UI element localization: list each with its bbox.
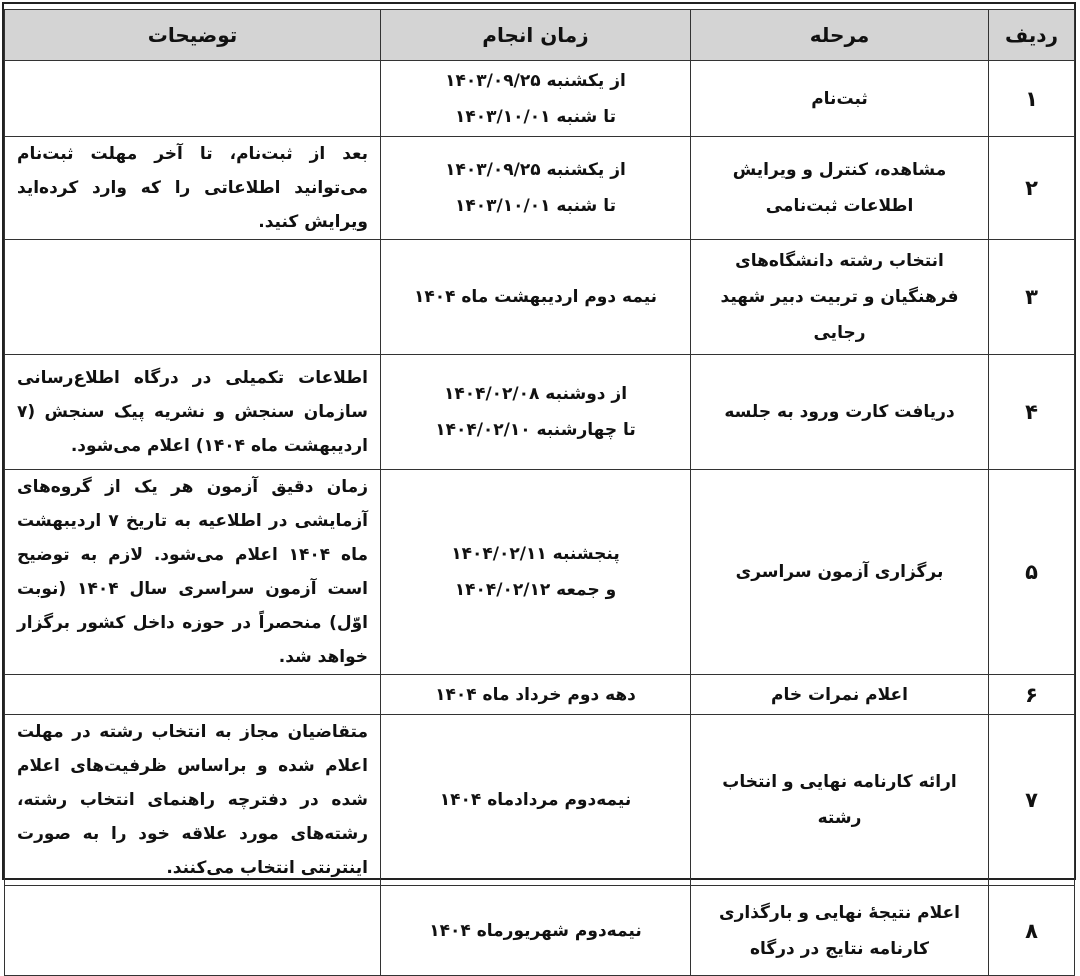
table-row: [5, 240, 1075, 355]
schedule-frame: [2, 2, 1076, 959]
notes-cell: [5, 240, 381, 355]
table-row: [5, 675, 1075, 715]
time-line: از یکشنبه ۱۴۰۳/۰۹/۲۵: [445, 70, 626, 91]
time-cell: [381, 240, 691, 355]
time-line: نیمه دوم اردیبهشت ماه ۱۴۰۴: [413, 287, 658, 307]
notes-cell: بعد از ثبت‌نام، تا آخر مهلت ثبت‌نام می‌توانید اطلاعاتی را که وارد کرده‌اید ویرایش کنید.: [5, 137, 381, 240]
stage-cell: دریافت کارت ورود به جلسه: [691, 355, 989, 470]
row-number: ۷: [989, 715, 1075, 886]
row-number: ۳: [989, 240, 1075, 355]
table-row: [5, 61, 1075, 137]
time-line: دهه دوم خرداد ماه ۱۴۰۴: [435, 684, 636, 705]
header-time: زمان انجام: [381, 10, 691, 61]
row-number: ۶: [989, 675, 1075, 715]
table-row: [5, 137, 1075, 240]
time-cell: [381, 675, 691, 715]
time-cell: [381, 715, 691, 886]
time-cell: [381, 886, 691, 976]
time-cell: [381, 61, 691, 137]
time-line: تا شنبه ۱۴۰۳/۱۰/۰۱: [455, 196, 616, 216]
time-line: از دوشنبه ۱۴۰۴/۰۲/۰۸: [443, 384, 628, 404]
stage-cell: ثبت‌نام: [691, 61, 989, 137]
row-number: ۸: [989, 886, 1075, 976]
row-number: ۱: [989, 61, 1075, 137]
stage-cell: برگزاری آزمون سراسری: [691, 470, 989, 675]
row-number: ۵: [989, 470, 1075, 675]
notes-cell: [5, 675, 381, 715]
schedule-table: [4, 9, 1075, 976]
stage-cell: اعلام نتیجهٔ نهایی و بارگذاری کارنامه نتایج در درگاه: [691, 886, 989, 976]
header-notes: توضیحات: [5, 10, 381, 61]
time-line: از یکشنبه ۱۴۰۳/۰۹/۲۵: [445, 160, 626, 180]
stage-cell: انتخاب رشته دانشگاه‌های فرهنگیان و تربیت دبیر شهید رجایی: [691, 240, 989, 355]
row-number: ۴: [989, 355, 1075, 470]
time-cell: [381, 355, 691, 470]
notes-cell: [5, 61, 381, 137]
time-cell: [381, 470, 691, 675]
time-line: و جمعه ۱۴۰۴/۰۲/۱۲: [454, 580, 617, 600]
row-number: ۲: [989, 137, 1075, 240]
stage-cell: ارائه کارنامه نهایی و انتخاب رشته: [691, 715, 989, 886]
time-line: تا چهارشنبه ۱۴۰۴/۰۲/۱۰: [435, 420, 636, 440]
time-line: نیمه‌دوم شهریورماه ۱۴۰۴: [429, 920, 642, 941]
time-line: پنجشنبه ۱۴۰۴/۰۲/۱۱: [451, 544, 620, 564]
table-row: [5, 715, 1075, 886]
notes-cell: اطلاعات تکمیلی در درگاه اطلاع‌رسانی سازمان سنجش و نشریه پیک سنجش (۷ اردیبهشت ماه ۱۴۰۴) اعلام می‌شود.: [5, 355, 381, 470]
notes-cell: زمان دقیق آزمون هر یک از گروه‌های آزمایشی در اطلاعیه به تاریخ ۷ اردیبهشت ماه ۱۴۰۴ اعلام می‌شود. لازم به توضیح است آزمون سراسری سال ۱۴۰۴ (نوبت اوّل) منحصراً در حوزه داخل کشور برگزار خواهد شد.: [5, 470, 381, 675]
stage-cell: مشاهده، کنترل و ویرایش اطلاعات ثبت‌نامی: [691, 137, 989, 240]
stage-cell: اعلام نمرات خام: [691, 675, 989, 715]
header-row: [5, 10, 1075, 61]
table-row: [5, 355, 1075, 470]
header-stage: مرحله: [691, 10, 989, 61]
header-row-number: ردیف: [989, 10, 1075, 61]
time-cell: [381, 137, 691, 240]
notes-cell: متقاضیان مجاز به انتخاب رشته در مهلت اعلام شده و براساس ظرفیت‌های اعلام شده در دفترچه راهنمای انتخاب رشته، رشته‌های مورد علاقه خود را به صورت اینترنتی انتخاب می‌کنند.: [5, 715, 381, 886]
time-line: نیمه‌دوم مردادماه ۱۴۰۴: [439, 790, 632, 810]
time-line: تا شنبه ۱۴۰۳/۱۰/۰۱: [455, 106, 616, 127]
table-row: [5, 470, 1075, 675]
notes-cell: [5, 886, 381, 976]
table-row: [5, 886, 1075, 976]
